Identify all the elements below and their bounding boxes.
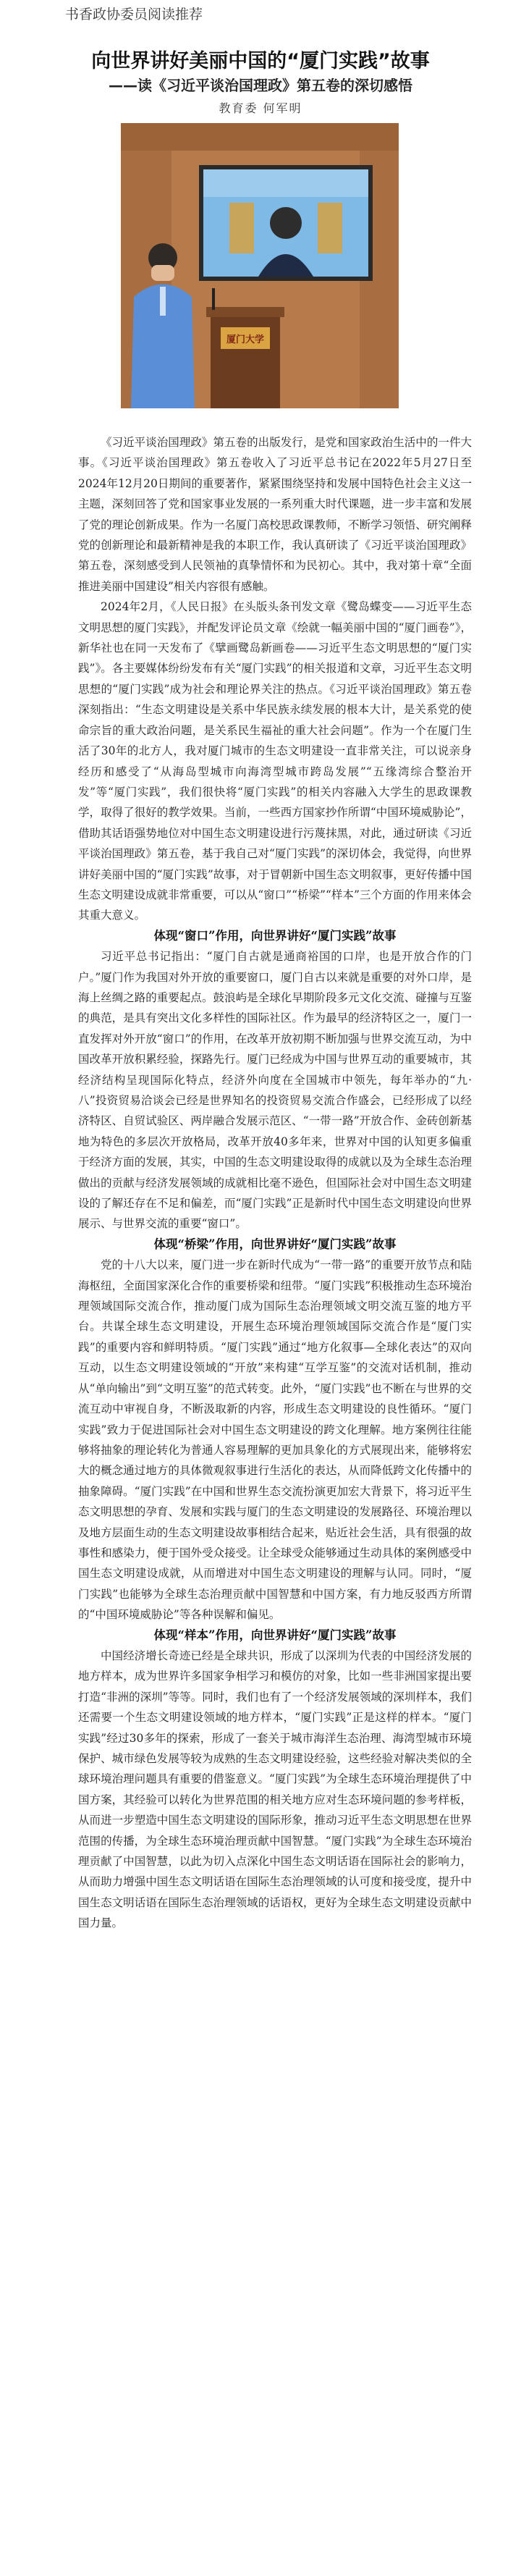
article-body (78, 432, 472, 1934)
microphone (212, 288, 215, 310)
body-paragraph: 中国经济增长奇迹已经是全球共识，形成了以深圳为代表的中国经济发展的地方样本，成为世界许多国家争相学习和模仿的对象，比如一些非洲国家提出要打造“非洲的深圳”等等。同时，我们也有了一个经济发展领域的深圳样本，我们还需要一个生态文明建设领域的地方样本，“厦门实践”正是这样的样本。“厦门实践”经过30多年的探索，形成了一套关于城市海洋生态治理、海湾型城市环境保护、城市绿色发展等较为成熟的生态文明建设经验，这些经验对解决类似的全球环境治理问题具有重要的借鉴意义。“厦门实践”为全球生态环境治理提供了中国方案，其经验可以转化为世界范围的相关地方应对生态环境问题的参考样板，从而进一步塑造中国生态文明建设的国际形象，推动习近平生态文明思想在世界范围的传播，为全球生态环境治理贡献中国智慧。“厦门实践”为全球生态环境治理贡献了中国智慧，以此为切入点深化中国生态文明话语在国际社会的影响力，从而助力增强中国生态文明话语在国际生态治理领域的认可度和接受度，提升中国生态文明话语在国际生态治理领域的话语权，更好为全球生态文明建设贡献中国力量。 (78, 1649, 472, 1930)
body-paragraph: 《习近平谈治国理政》第五卷的出版发行，是党和国家政治生活中的一件大事。《习近平谈治国理政》第五卷收入了习近平总书记在2022年5月27日至2024年12月20日期间的重要著作，紧紧围绕坚持和发展中国特色社会主义这一主题，深刻回答了党和国家事业发展的一系列重大时代课题，进一步丰富和发展了党的理论创新成果。作为一名厦门高校思政课教师，不断学习领悟、研究阐释党的创新理论和最新精神是我的本职工作，我认真研读了《习近平谈治国理政》第五卷，深刻感受到人民领袖的真挚情怀和为民初心。其中，我对第十章“全面推进美丽中国建设”相关内容很有感触。 (78, 436, 472, 593)
section-heading: 体现“桥梁”作用，向世界讲好“厦门实践”故事 (153, 1237, 397, 1251)
article-title: 向世界讲好美丽中国的“厦门实践”故事 (91, 50, 430, 72)
podium (206, 307, 284, 408)
screen-frame (199, 165, 373, 281)
body-paragraph: 2024年2月，《人民日报》在头版头条刊发文章《鹭岛蝶变——习近平生态文明思想的厦门实践》，并配发评论员文章《绘就一幅美丽中国的“厦门画卷”》，新华社也在同一天发布了《擘画鹭岛新画卷——习近平生态文明思想的“厦门实践”》。各主要媒体纷纷发布有关“厦门实践”的相关报道和文章，习近平生态文明思想的“厦门实践”成为社会和理论界关注的热点。《习近平谈治国理政》第五卷深刻指出：“生态文明建设是关系中华民族永续发展的根本大计，是关系党的使命宗旨的重大政治问题，是关系民生福祉的重大社会问题”。作为一个在厦门生活了30年的北方人，我对厦门城市的生态文明建设一直非常关注，可以说亲身经历和感受了“从海岛型城市向海湾型城市跨岛发展”“五缘湾综合整治开发”等“厦门实践”，我们很快将“厦门实践”的相关内容融入大学生的思政课教学，取得了很好的教学效果。当前，一些西方国家抄作所谓“中国环境威胁论”，借助其话语强势地位对中国生态文明建设进行污蔑抹黑，对此，通过研读《习近平谈治国理政》第五卷，基于我自己对“厦门实践”的深切体会，我觉得，向世界讲好美丽中国的“厦门实践”故事，对于冒朝新中国生态文明叙事，更好传播中国生态文明建设成就非常重要，可以从“窗口”“桥梁”“样本”三个方面的作用来体会其重大意义。 (78, 600, 472, 922)
article-subtitle: ——读《习近平谈治国理政》第五卷的深切感悟 (109, 77, 412, 94)
section-heading: 体现“窗口”作用，向世界讲好“厦门实践”故事 (153, 928, 397, 943)
body-paragraph: 党的十八大以来，厦门进一步在新时代成为“一带一路”的重要开放节点和陆海枢纽，全面国家深化合作的重要桥梁和纽带。“厦门实践”积极推动生态环境治理领域国际交流合作，推动厦门成为国际生态治理领域文明交流互鉴的地方平台。共谋全球生态文明建设，开展生态环境治理领域国际交流合作是“厦门实践”的重要内容和鲜明特质。“厦门实践”通过“地方化叙事—全球化表达”的双向互动，以生态文明建设领域的“开放”来构建“互学互鉴”的交流对话机制，推动从“单向输出”到“文明互鉴”的范式转变。此外，“厦门实践”也不断在与世界的交流互动中审视自身，不断汲取新的内容，形成生态文明建设的良性循环。“厦门实践”致力于促进国际社会对中国生态文明建设的跨文化理解。地方案例往往能够将抽象的理论转化为普通人容易理解的更加具象化的方式展现出来，能够将宏大的概念通过地方的具体微观叙事进行生活化的表达，从而降低跨文化传播中的抽象障碍。“厦门实践”在中国和世界生态交流扮演更加宏大背景下，将习近平生态文明思想的孕育、发展和实践与厦门的生态文明建设的发展路径、环境治理以及地方层面生动的生态文明建设故事相结合起来，贴近社会生活，具有很强的故事性和感染力，便于国外受众接受。让全球受众能够通过生动具体的案例感受中国生态文明建设成就，从而增进对中国生态文明建设的理解与认同。同时，“厦门实践”也能够为全球生态治理贡献中国智慧和中国方案，有力地反驳西方所谓的“中国环境威胁论”等各种误解和偏见。 (78, 1258, 472, 1622)
ceiling-strip (121, 123, 399, 151)
body-paragraph: 习近平总书记指出：“厦门自古就是通商裕国的口岸，也是开放合作的门户。”厦门作为我国对外开放的重要窗口，厦门自古以来就是重要的对外口岸，是海上丝绸之路的重要起点。鼓浪屿是全球化早期阶段多元文化交流、碰撞与互鉴的典范，是具有突出文化多样性的国际社区。作为最早的经济特区之一，厦门一直发挥对外开放“窗口”的作用，在改革开放初期不断加强与世界交流互动，为中国改革开放积累经验，探路先行。厦门已经成为中国与世界互动的重要城市，其经济结构呈现国际化特点，经济外向度在全国城市中领先，每年举办的“九·八”投资贸易洽谈会已经是世界知名的投资贸易交流合作盛会，已经形成了以经济特区、自贸试验区、两岸融合发展示范区、“一带一路”开放合作、金砖创新基地为特色的多层次开放格局，改革开放40多年来，世界对中国的认知更多偏重于经济方面的发展，其实，中国的生态文明建设取得的成就以及为全球生态治理做出的贡献与经济发展领域的成就相比毫不逊色，但国际社会对中国生态文明建设的了解还存在不足和偏差，而“厦门实践”正是新时代中国生态文明建设向世界展示、与世界交流的重要“窗口”。 (78, 950, 472, 1231)
section-heading: 体现“样本”作用，向世界讲好“厦门实践”故事 (153, 1628, 397, 1642)
podium-sign: 厦门大学 (226, 334, 265, 345)
speaker-photo (121, 123, 399, 408)
column-label: 书香政协委员阅读推荐 (65, 7, 203, 22)
article-byline: 教育委 何军明 (219, 101, 302, 115)
